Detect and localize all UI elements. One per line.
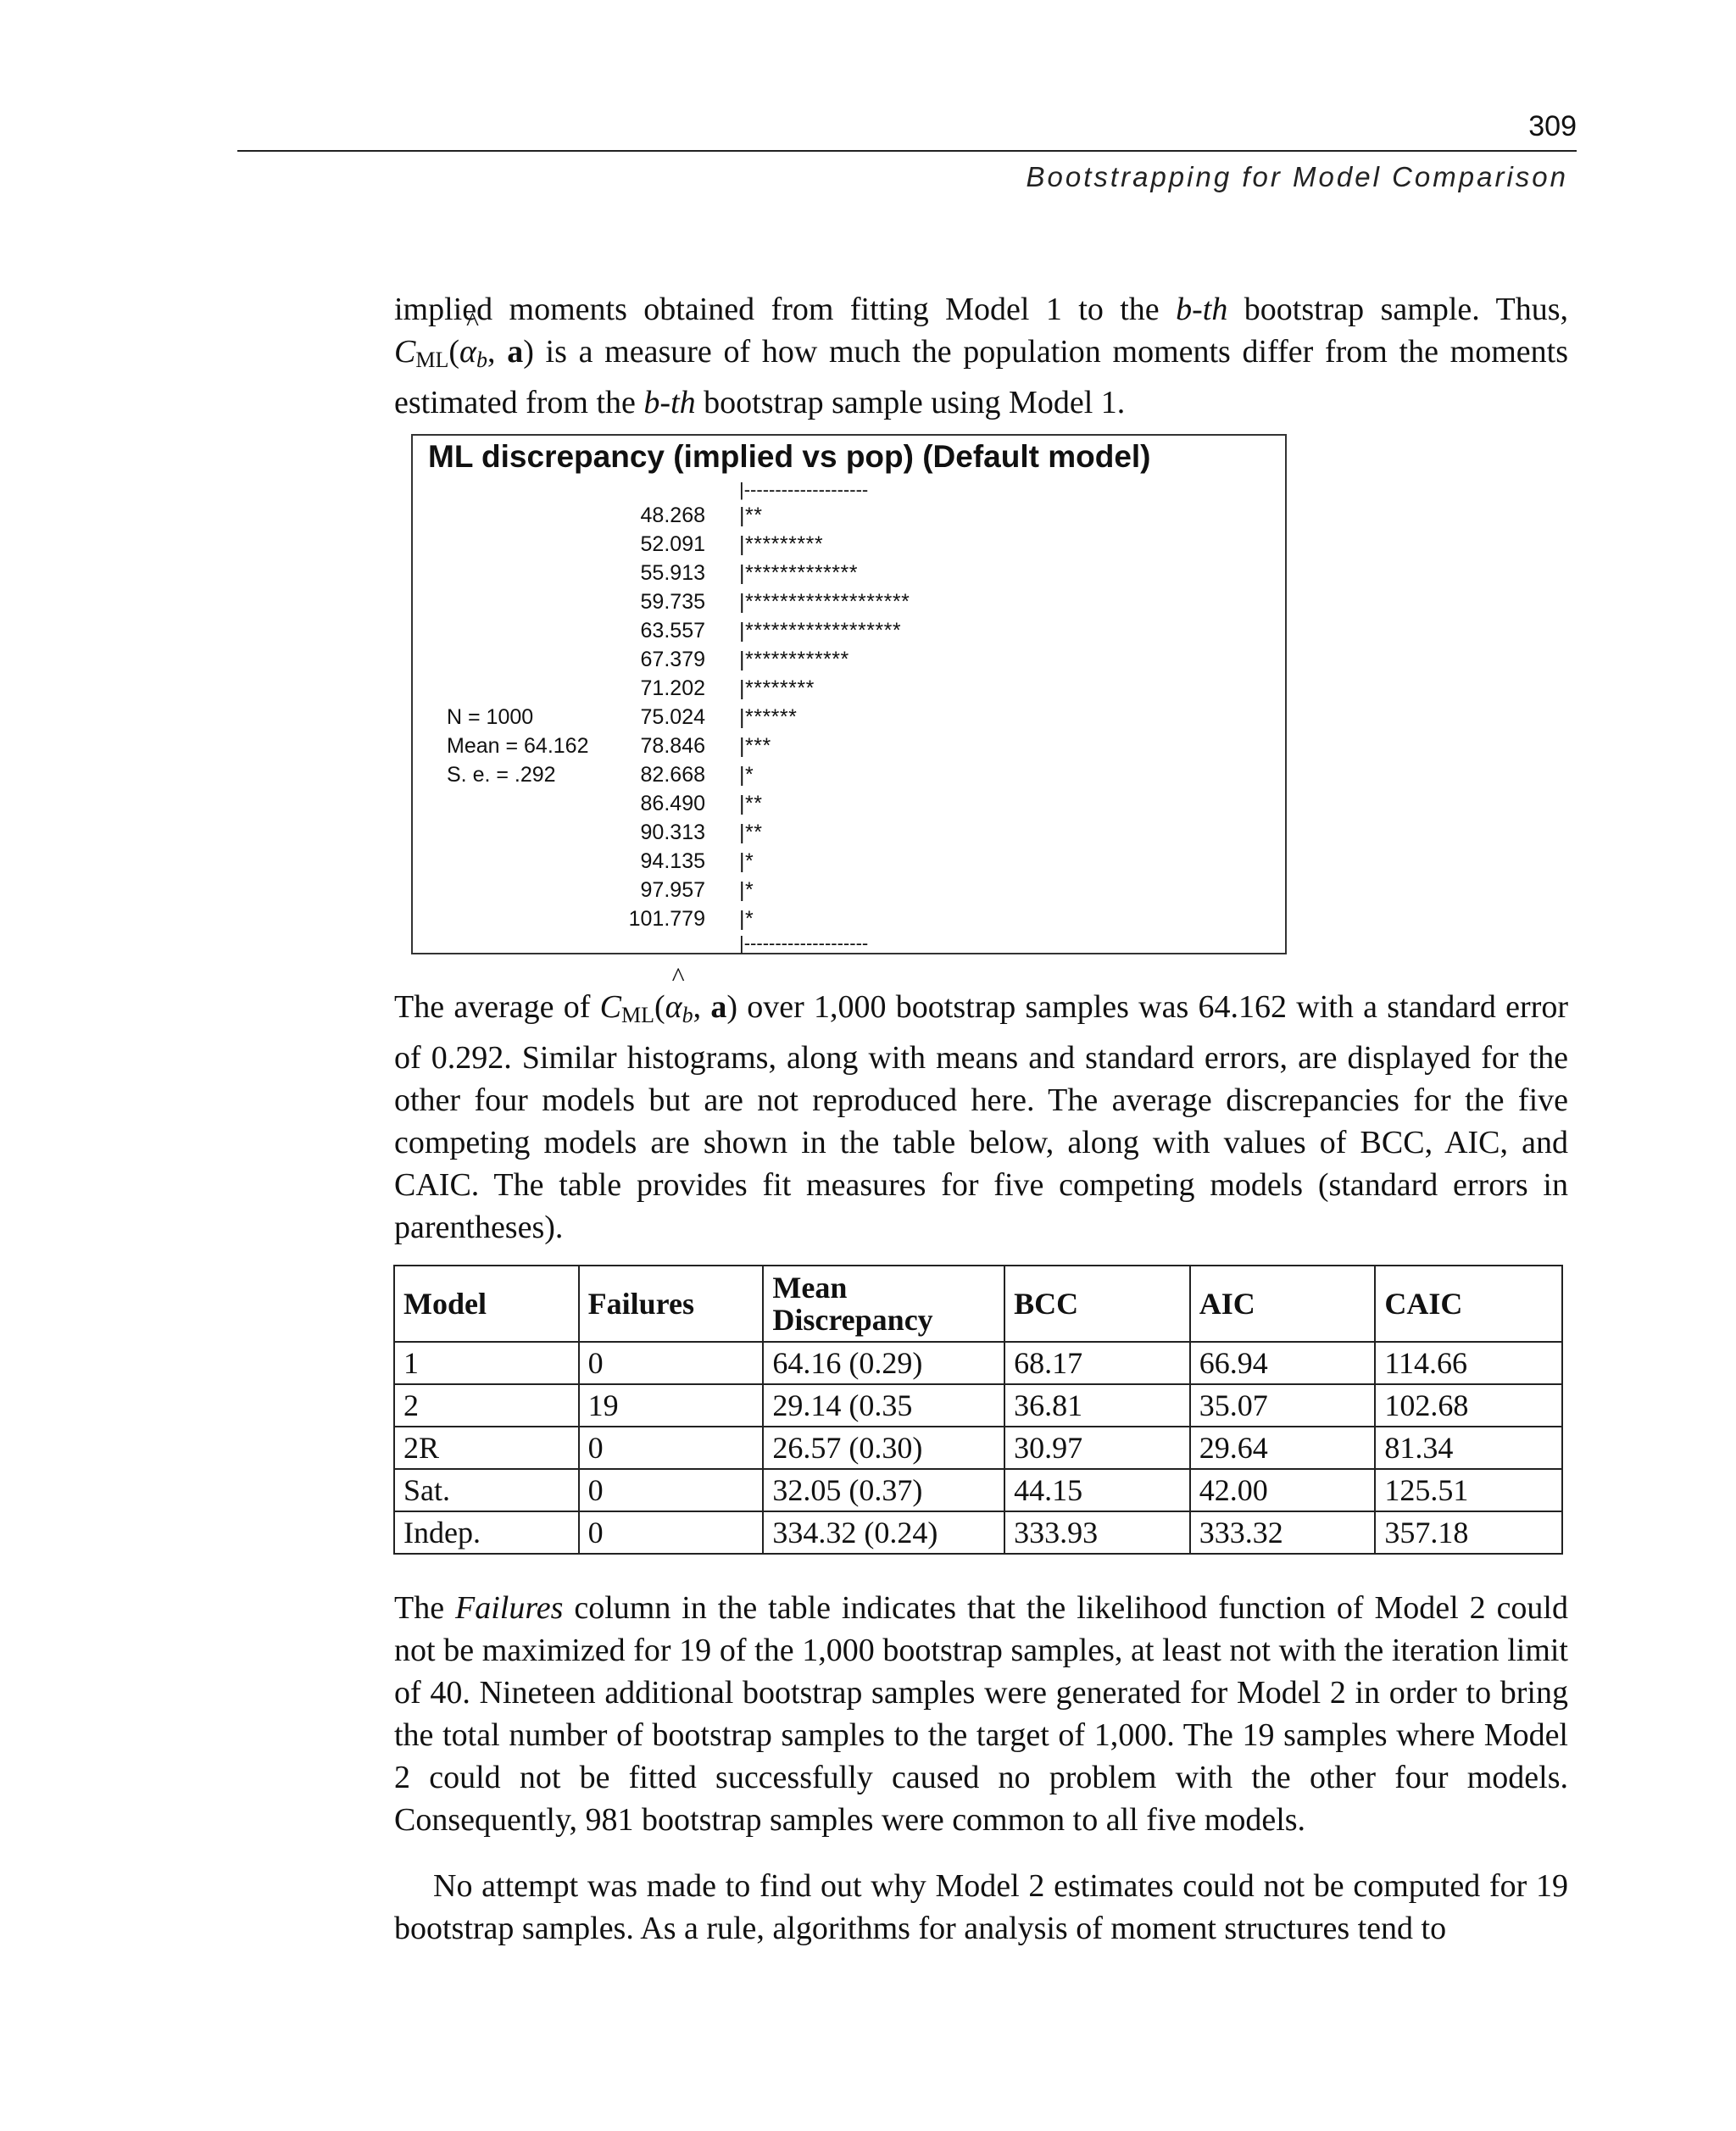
formula-cml-1: $C_{ML}(\^{}$ $\alpha_b$, a) <box>394 334 534 370</box>
table-cell: Indep. <box>394 1511 579 1554</box>
formula-cml-2: $C_{ML}(\^{}$ $\alpha_b$, a) <box>600 989 737 1025</box>
table-cell: 32.05 (0.37) <box>763 1469 1004 1511</box>
paragraph-2: The average of $C_{ML}(\^{}$ $\alpha_b$, a) over 1,000 bootstrap samples was 64.162 with a standard error of 0.292. Similar histograms, along with means and standard errors, are displayed for the other four models but are not reproduced here. The average discrepancies for the five competing models are shown in the table below, along with values of BCC, AIC, and CAIC. The table provides fit measures for five competing models (standard errors in parentheses). <box>394 986 1568 1249</box>
table-cell: 29.14 (0.35 <box>763 1384 1004 1427</box>
table-cell: 357.18 <box>1375 1511 1562 1554</box>
table-row <box>394 1342 1562 1384</box>
table-cell: 333.93 <box>1004 1511 1190 1554</box>
page-number: 309 <box>1528 110 1577 142</box>
table-row <box>394 1427 1562 1469</box>
histogram-stat-n: N = 1000 <box>447 705 534 729</box>
paragraph-1: implied moments obtained from fitting Model 1 to the b-th bootstrap sample. Thus, $C_{ML}(\^{}$ $\alpha_b$, a) is a measure of how much the population moments differ from the moments estimated from the b-th bootstrap sample using Model 1. <box>394 288 1568 424</box>
paragraph-3: The Failures column in the table indicates that the likelihood function of Model 2 could not be maximized for 19 of the 1,000 bootstrap samples, at least not with the iteration limit of 40. Nineteen additional bootstrap samples were generated for Model 2 in order to bring the total number of bootstrap samples to the target of 1,000. The 19 samples where Model 2 could not be fitted successfully caused no problem with the other four models. Consequently, 981 bootstrap samples were common to all five models. <box>394 1590 1568 1838</box>
table-cell: 1 <box>394 1342 579 1384</box>
table-cell: 114.66 <box>1375 1342 1562 1384</box>
table-cell: 333.32 <box>1190 1511 1376 1554</box>
column-header-model: Model <box>394 1266 579 1342</box>
table-cell: 64.16 (0.29) <box>763 1342 1004 1384</box>
histogram-stat-mean: Mean = 64.162 <box>447 734 589 758</box>
histogram-stat-se: S. e. = .292 <box>447 763 556 787</box>
table-cell: 0 <box>579 1469 764 1511</box>
table-cell: 2R <box>394 1427 579 1469</box>
table-row <box>394 1469 1562 1511</box>
column-header-mean-discrepancy: Mean Discrepancy <box>763 1266 1004 1342</box>
column-header-aic: AIC <box>1190 1266 1376 1342</box>
table-row <box>394 1511 1562 1554</box>
column-header-failures: Failures <box>579 1266 764 1342</box>
table-cell: 2 <box>394 1384 579 1427</box>
table-cell: 102.68 <box>1375 1384 1562 1427</box>
table-cell: 0 <box>579 1342 764 1384</box>
table-header-row <box>394 1266 1562 1342</box>
column-header-caic: CAIC <box>1375 1266 1562 1342</box>
table-cell: 26.57 (0.30) <box>763 1427 1004 1469</box>
table-cell: 334.32 (0.24) <box>763 1511 1004 1554</box>
header-rule <box>237 150 1577 152</box>
table-cell: 44.15 <box>1004 1469 1190 1511</box>
table-cell: 19 <box>579 1384 764 1427</box>
histogram-box: ML discrepancy (implied vs pop) (Default model) |-------------------- 48.268 |** 52.091 |********* 55.913 |************* 59.735 |******************* 63.557 |****************** 67.379 |************ 71.202 |******** N = 1000 75.024 |****** Mean = 64.162 78.846 |*** S. e. = .292 82.668 |* 86.490 |** 90.313 |** 94.135 |* 97.957 |* 101.779 |* |-------------------- <box>411 434 1287 954</box>
table-cell: 0 <box>579 1427 764 1469</box>
table-cell: 66.94 <box>1190 1342 1376 1384</box>
table-cell: 29.64 <box>1190 1427 1376 1469</box>
table-cell: 42.00 <box>1190 1469 1376 1511</box>
fit-measures-table <box>393 1265 1563 1555</box>
running-head: Bootstrapping for Model Comparison <box>1026 161 1568 192</box>
histogram-top-divider: |-------------------- <box>739 479 869 500</box>
table-cell: Sat. <box>394 1469 579 1511</box>
table-cell: 36.81 <box>1004 1384 1190 1427</box>
table-cell: 35.07 <box>1190 1384 1376 1427</box>
paragraph-4: No attempt was made to find out why Model 2 estimates could not be computed for 19 bootstrap samples. As a rule, algorithms for analysis of moment structures tend to <box>394 1868 1568 1946</box>
table-cell: 30.97 <box>1004 1427 1190 1469</box>
table-cell: 125.51 <box>1375 1469 1562 1511</box>
table-cell: 68.17 <box>1004 1342 1190 1384</box>
histogram-title: ML discrepancy (implied vs pop) (Default model) <box>428 439 1151 474</box>
table-cell: 0 <box>579 1511 764 1554</box>
table-row <box>394 1384 1562 1427</box>
histogram-bottom-divider: |-------------------- <box>739 932 869 954</box>
table-cell: 81.34 <box>1375 1427 1562 1469</box>
column-header-bcc: BCC <box>1004 1266 1190 1342</box>
